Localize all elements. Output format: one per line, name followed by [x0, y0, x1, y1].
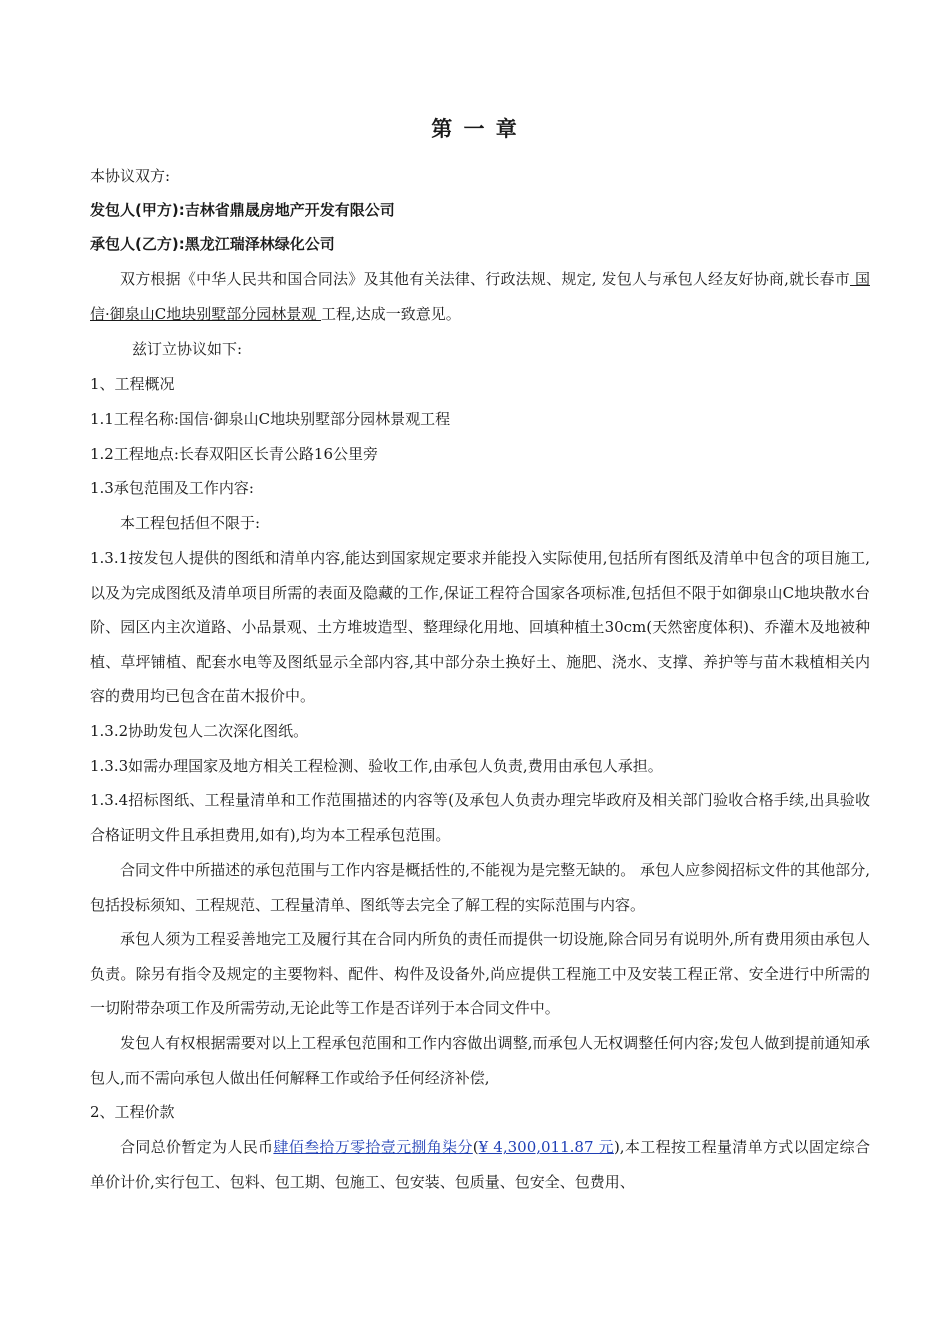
item-1-3-3: 1.3.3如需办理国家及地方相关工程检测、验收工作,由承包人负责,费用由承包人承担。: [90, 757, 663, 775]
price-open-paren: (: [472, 1138, 479, 1156]
item-1-3-4: 1.3.4招标图纸、工程量清单和工作范围描述的内容等(及承包人负责办理完毕政府及相关部门验收合格手续,出具验收合格证明文件且承担费用,如有),均为本工程承包范围。: [90, 791, 870, 844]
item-1-2: 1.2工程地点:长春双阳区长青公路16公里旁: [90, 445, 378, 463]
section2-heading: 2、工程价款: [90, 1103, 175, 1121]
project-name-underlined: 国信·御泉山C地块别墅部分园林景观: [90, 270, 870, 323]
party-b-line: [90, 227, 870, 262]
preamble-paragraph: [90, 262, 870, 331]
party-a-line: [90, 193, 870, 228]
chapter-title: 第 一 章: [431, 117, 519, 141]
price-paragraph: [90, 1130, 870, 1199]
preamble-text-before: 双方根据《中华人民共和国合同法》及其他有关法律、行政法规、规定, 发包人与承包人经友好协商,就长春市: [120, 270, 850, 288]
party-a-name: 吉林省鼎晟房地产开发有限公司: [184, 201, 395, 219]
item-1-1: 1.1工程名称:国信·御泉山C地块别墅部分园林景观工程: [90, 410, 451, 428]
section1-heading: 1、工程概况: [90, 375, 175, 393]
agreement-line: 兹订立协议如下:: [132, 340, 243, 358]
item-1-3-1: 1.3.1按发包人提供的图纸和清单内容,能达到国家规定要求并能投入实际使用,包括所有图纸及清单中包含的项目施工,以及为完成图纸及清单项目所需的表面及隐藏的工作,保证工程符合国家各项标准,包括但不限于如御泉山C地块散水台阶、园区内主次道路、小品景观、土方堆坡造型、整理绿化用地、回填种植土30cm(天然密度体积)、乔灌木及地被种植、草坪铺植、配套水电等及图纸显示全部内容,其中部分杂土换好土、施肥、浇水、支撑、养护等与苗木栽植相关内容的费用均已包含在苗木报价中。: [90, 549, 870, 706]
price-text-after: ),本工程按工程量清单方式以固定综合单价计价,实行包工、包料、包工期、包施工、包安装、包质量、包安全、包费用、: [90, 1138, 870, 1191]
item-1-3: 1.3承包范围及工作内容:: [90, 479, 254, 497]
party-b-name: 黑龙江瑞泽林绿化公司: [184, 235, 335, 253]
price-figure: ¥ 4,300,011.87 元: [478, 1138, 614, 1156]
party-b-label: 承包人(乙方):: [90, 235, 185, 253]
scope-intro: 本工程包括但不限于:: [120, 514, 261, 532]
party-a-label: 发包人(甲方):: [90, 201, 185, 219]
parties-intro: 本协议双方:: [90, 167, 171, 185]
price-in-words: 肆佰叁拾万零拾壹元捌角柒分: [273, 1138, 473, 1156]
paragraph-facilities: 承包人须为工程妥善地完工及履行其在合同内所负的责任而提供一切设施,除合同另有说明外,所有费用须由承包人负责。除另有指令及规定的主要物料、配件、构件及设备外,尚应提供工程施工中及安装工程正常、安全进行中所需的一切附带杂项工作及所需劳动,无论此等工作是否详列于本合同文件中。: [90, 930, 870, 1018]
item-1-3-2: 1.3.2协助发包人二次深化图纸。: [90, 722, 309, 740]
paragraph-adjustment: 发包人有权根据需要对以上工程承包范围和工作内容做出调整,而承包人无权调整任何内容;发包人做到提前通知承包人,而不需向承包人做出任何解释工作或给予任何经济补偿,: [90, 1034, 870, 1087]
preamble-text-after: 工程,达成一致意见。: [321, 304, 461, 323]
price-text-before: 合同总价暂定为人民币: [120, 1138, 274, 1156]
paragraph-general-scope: 合同文件中所描述的承包范围与工作内容是概括性的,不能视为是完整无缺的。 承包人应参阅招标文件的其他部分,包括投标须知、工程规范、工程量清单、图纸等去完全了解工程的实际范围与内容。: [90, 861, 870, 914]
